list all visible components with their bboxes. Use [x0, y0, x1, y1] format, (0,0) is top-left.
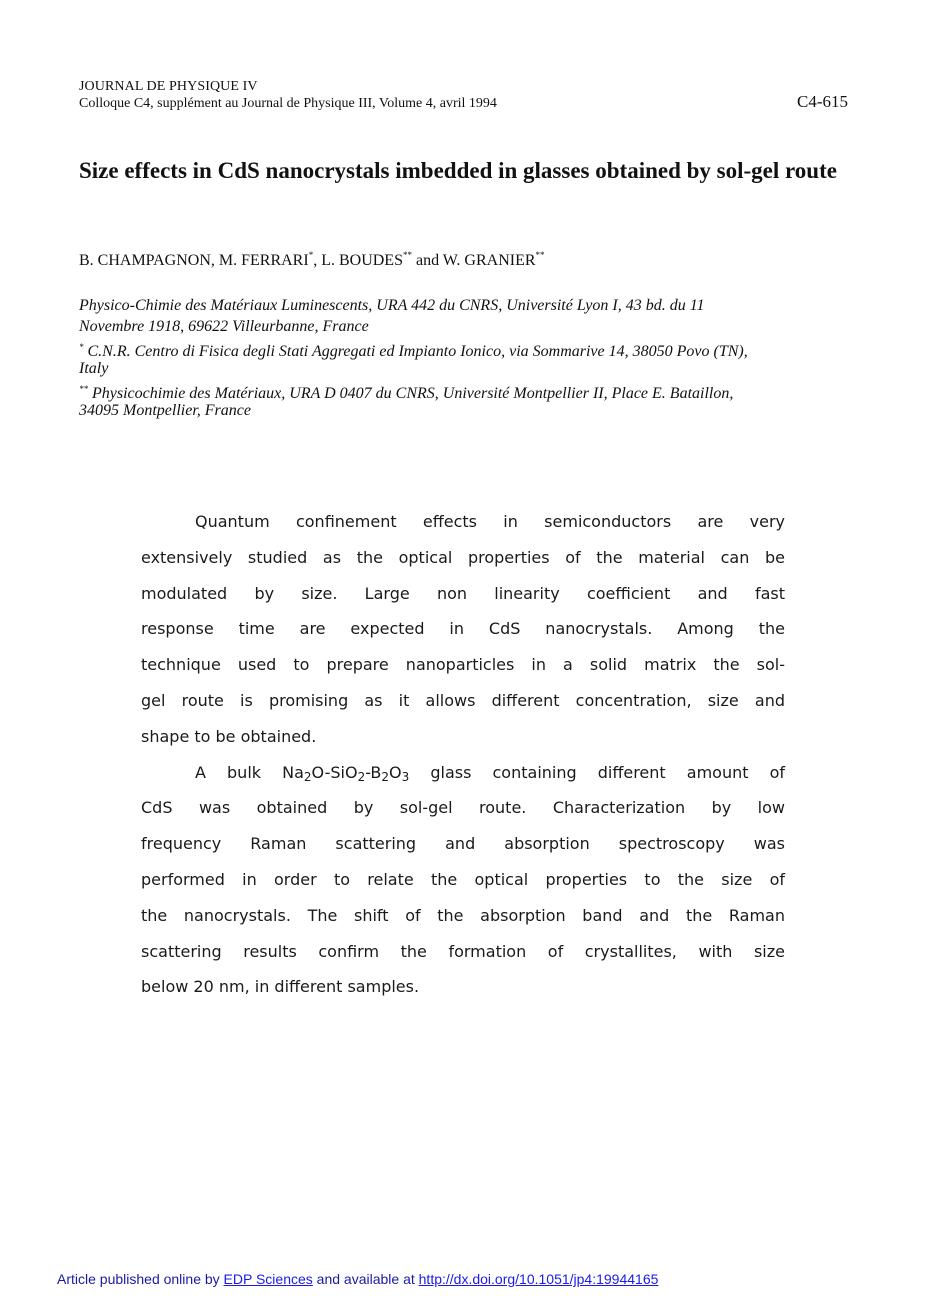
page-number: C4-615	[797, 92, 848, 111]
affiliation-line: 34095 Montpellier, France	[79, 402, 251, 419]
abstract-line: response time are expected in CdS nanocrystals. Among the	[141, 619, 785, 639]
affiliation-line	[79, 337, 879, 358]
publisher-link[interactable]: EDP Sciences	[223, 1271, 313, 1287]
colloque-info: Colloque C4, supplément au Journal de Physique III, Volume 4, avril 1994	[79, 96, 497, 111]
abstract-line: below 20 nm, in different samples.	[141, 977, 420, 997]
abstract	[141, 504, 785, 1005]
formula-text: glass containing different amount of	[409, 762, 786, 782]
abstract-line: the nanocrystals. The shift of the absorption band and the Raman	[141, 905, 785, 925]
abstract-line: performed in order to relate the optical properties to the size of	[141, 869, 785, 889]
affiliation-mark: *	[79, 342, 84, 352]
formula-text: -B	[365, 762, 382, 782]
author-text: and W. GRANIER	[411, 252, 536, 269]
footer-note	[57, 1271, 658, 1287]
doi-link[interactable]: http://dx.doi.org/10.1051/jp4:19944165	[418, 1271, 659, 1287]
formula-subscript: 2	[357, 769, 366, 784]
abstract-line: extensively studied as the optical properties of the material can be	[141, 547, 785, 567]
formula-text: O-SiO	[311, 762, 358, 782]
footer-prefix: Article published online by	[57, 1271, 224, 1287]
formula-text: O	[389, 762, 402, 782]
paper-title: Size effects in CdS nanocrystals imbedded in glasses obtained by sol-gel route	[79, 158, 837, 183]
abstract-line: frequency Raman scattering and absorption spectroscopy was	[141, 834, 785, 854]
journal-name: JOURNAL DE PHYSIQUE IV	[79, 79, 258, 94]
author-list	[79, 250, 545, 270]
affiliations	[79, 295, 879, 421]
footer-middle: and available at	[312, 1271, 419, 1287]
formula-subscript: 3	[401, 769, 410, 784]
affiliation-mark: **	[79, 384, 88, 394]
abstract-line: modulated by size. Large non linearity coefficient and fast	[141, 583, 785, 603]
author-mark: **	[402, 250, 412, 260]
formula-subscript: 2	[303, 769, 312, 784]
formula-subscript: 2	[381, 769, 390, 784]
affiliation-line: Novembre 1918, 69622 Villeurbanne, France	[79, 318, 369, 335]
abstract-line: scattering results confirm the formation of crystallites, with size	[141, 941, 785, 961]
affiliation-text: C.N.R. Centro di Fisica degli Stati Aggregati ed Impianto Ionico, via Sommarive 14, 38050 Povo (TN),	[83, 343, 748, 360]
abstract-line: shape to be obtained.	[141, 726, 317, 746]
abstract-line: Quantum confinement effects in semiconductors are very	[195, 512, 785, 531]
affiliation-line	[79, 379, 879, 400]
affiliation-text: Physicochimie des Matériaux, URA D 0407 du CNRS, Université Montpellier II, Place E. Bataillon,	[88, 385, 734, 402]
author-text: , L. BOUDES	[313, 252, 403, 269]
author-mark: **	[535, 250, 545, 260]
abstract-line: CdS was obtained by sol-gel route. Characterization by low	[141, 798, 785, 818]
affiliation-line: Italy	[79, 360, 109, 377]
abstract-line-formula	[141, 755, 785, 791]
abstract-line: gel route is promising as it allows different concentration, size and	[141, 690, 785, 710]
author-mark: *	[308, 250, 314, 260]
formula-text: A bulk Na	[195, 762, 304, 782]
abstract-line: technique used to prepare nanoparticles in a solid matrix the sol-	[141, 655, 785, 675]
author-text: B. CHAMPAGNON, M. FERRARI	[79, 252, 309, 269]
affiliation-line: Physico-Chimie des Matériaux Luminescents, URA 442 du CNRS, Université Lyon I, 43 bd. du 11	[79, 297, 705, 314]
